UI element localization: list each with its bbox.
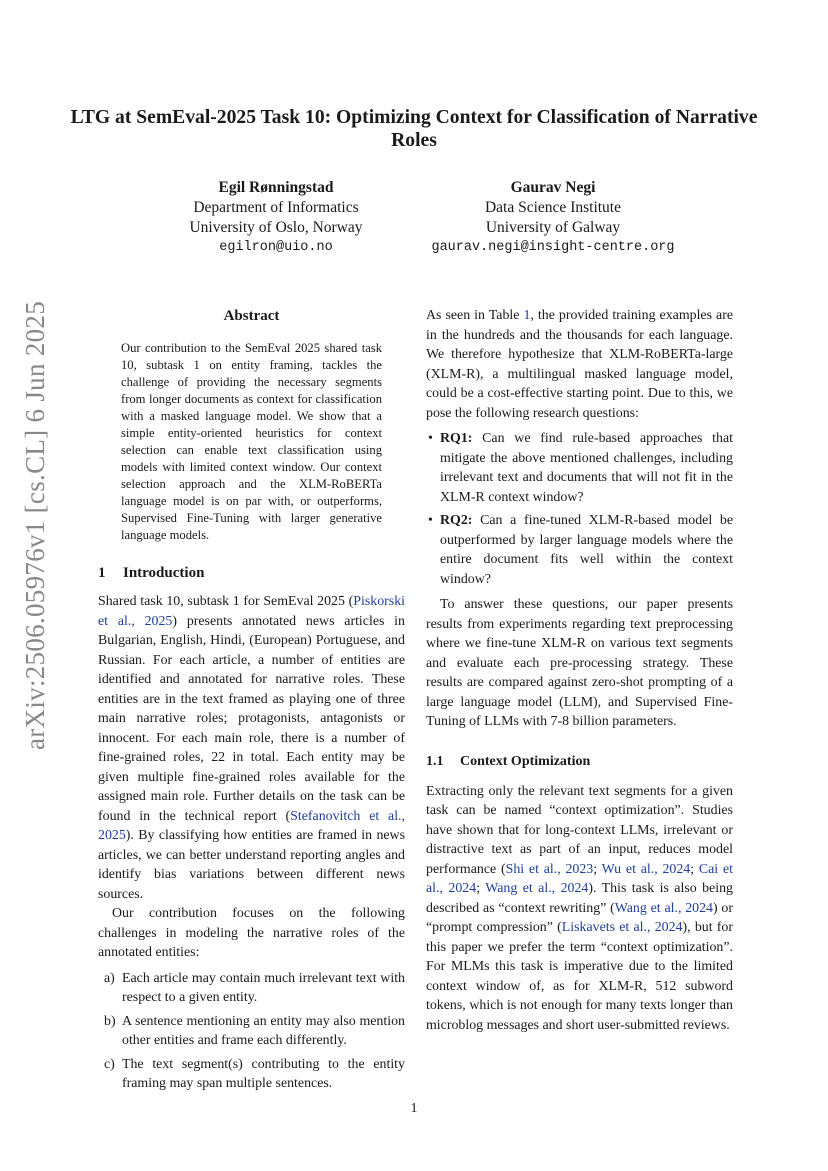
body-paragraph: [426, 782, 733, 1036]
list-item: [98, 1055, 405, 1094]
section-title: Introduction: [123, 565, 205, 581]
list-item: [426, 511, 733, 589]
author-name: Egil Rønningstad: [218, 179, 334, 196]
citation-link[interactable]: Wu et al., 2024: [601, 861, 691, 877]
paper-title: LTG at SemEval-2025 Task 10: Optimizing Context for Classification of Narrative Roles: [70, 107, 758, 151]
text-run: Shared task 10, subtask 1 for SemEval 2025 (: [98, 594, 354, 609]
list-item: [98, 969, 405, 1008]
citation-link[interactable]: Piskorski et al., 2025: [98, 594, 405, 629]
rq-label: RQ2:: [440, 513, 473, 528]
author-block: [393, 178, 713, 258]
list-marker: c): [104, 1056, 115, 1072]
challenge-list: [98, 969, 405, 1094]
bullet-marker: •: [428, 431, 433, 446]
text-run: As seen in Table: [426, 308, 524, 323]
citation-link[interactable]: Wang et al., 2024: [485, 881, 589, 896]
list-marker: b): [104, 1013, 116, 1029]
intro-paragraph: Our contribution focuses on the following challenges in modeling the narrative roles of the annotated entities:: [98, 906, 405, 960]
author-name: Gaurav Negi: [510, 179, 596, 196]
citation-link[interactable]: Cai et al., 2024: [426, 861, 733, 896]
section-number: 1: [98, 565, 106, 581]
subsection-heading-context-optimization: [426, 752, 733, 772]
list-item-text: Each article may contain much irrelevant text with respect to a given entity.: [122, 970, 405, 1005]
bullet-marker: •: [428, 513, 433, 528]
table-reference-link[interactable]: 1: [523, 308, 531, 323]
right-column: [426, 306, 733, 1035]
text-run: ). By classifying how entities are framed in news articles, we can better understand reporting angles and identify bias variations between different news sources.: [98, 828, 405, 902]
list-item-text: The text segment(s) contributing to the entity framing may span multiple sentences.: [122, 1056, 405, 1091]
rq-label: RQ1:: [440, 431, 473, 446]
author-institution: University of Galway: [485, 219, 621, 236]
author-email: egilron@uio.no: [219, 240, 333, 255]
text-run: ;: [593, 861, 602, 877]
list-item-text: Can we find rule-based approaches that mitigate the above mentioned challenges, including irrelevant text and documents that will not fit in the XLM-R context window?: [440, 431, 733, 505]
author-institution: University of Oslo, Norway: [189, 219, 363, 236]
intro-paragraph: [98, 592, 405, 904]
page-number: 1: [410, 1101, 418, 1116]
list-item: [98, 1012, 405, 1051]
citation-link[interactable]: Stefanovitch et al., 2025: [98, 808, 405, 843]
text-run: , the provided training examples are in the hundreds and the thousands for each language. We therefore hypothesize that XLM-RoBERTa-large (XLM-R), a multilingual masked language model, could be a cost-effective starting point. Due to this, we pose the following research questions:: [426, 308, 733, 421]
list-item: [426, 429, 733, 507]
text-run: Extracting only the relevant text segments for a given task can be named “context optimization”. Studies have shown that for long-context LLMs, irrelevant or distractive text as part of an input, reduces model performance (: [426, 783, 733, 877]
citation-link[interactable]: Shi et al., 2023: [505, 861, 594, 877]
abstract-text: Our contribution to the SemEval 2025 shared task 10, subtask 1 on entity framing, tackles the challenge of providing the necessary segments from longer documents as context for classification with a masked language model. We show that a simple entity-oriented heuristics for context selection can enable text classification using models with limited context window. Our context selection approach and the XLM-RoBERTa language model is on par with, or outperforms, Supervised Fine-Tuning with larger generative language models.: [121, 341, 382, 542]
section-heading-introduction: [98, 563, 405, 583]
abstract-heading: Abstract: [223, 308, 280, 324]
text-run: ). This task is also being described as “context rewriting” (: [426, 881, 733, 916]
list-item-text: A sentence mentioning an entity may also mention other entities and frame each differently.: [122, 1013, 405, 1048]
text-run: ), but for this paper we prefer the term “context optimization”. For MLMs this task is imperative due to the limited context window of, as for XLM-R, 512 subword tokens, which is not enough for many texts longer than microblog messages and short user-submitted reviews.: [426, 920, 733, 1033]
list-marker: a): [104, 970, 115, 986]
subsection-title: Context Optimization: [460, 753, 591, 769]
left-column: [98, 306, 405, 1100]
list-item-text: Can a fine-tuned XLM-R-based model be outperformed by larger language models where the entire document fits well within the context window?: [440, 513, 733, 587]
author-affiliation: Data Science Institute: [484, 199, 621, 216]
text-run: ) or “prompt compression” (: [426, 900, 733, 935]
subsection-number: 1.1: [426, 753, 444, 769]
author-email: gaurav.negi@insight-centre.org: [431, 240, 675, 255]
text-run: ;: [476, 881, 486, 896]
author-block: [116, 178, 436, 258]
body-paragraph: To answer these questions, our paper presents results from experiments regarding text preprocessing where we fine-tune XLM-R on various text segments and evaluate each pre-processing strategy. These results are compared against zero-shot prompting of a large language model (LLM), and Supervised Fine-Tuning of LLMs with 7-8 billion parameters.: [426, 597, 733, 729]
citation-link[interactable]: Wang et al., 2024: [614, 900, 713, 916]
citation-link[interactable]: Liskavets et al., 2024: [561, 920, 683, 935]
author-affiliation: Department of Informatics: [193, 199, 359, 216]
body-paragraph: [426, 306, 733, 423]
arxiv-identifier: arXiv:2506.05976v1 [cs.CL] 6 Jun 2025: [20, 300, 51, 750]
research-question-list: [426, 429, 733, 589]
text-run: ;: [690, 861, 699, 877]
text-run: ) presents annotated news articles in Bulgarian, English, Hindi, (European) Portuguese, and Russian. For each article, a number of entities are identified and annotated for narrative roles. These entities are in the text framed as playing one of three main narrative roles; protagonists, antagonists or innocent. For each main role, there is a number of fine-grained roles, 22 in total. Each entity may be given multiple fine-grained roles available for the assigned main role. Further details on the task can be found in the technical report (: [98, 613, 405, 824]
